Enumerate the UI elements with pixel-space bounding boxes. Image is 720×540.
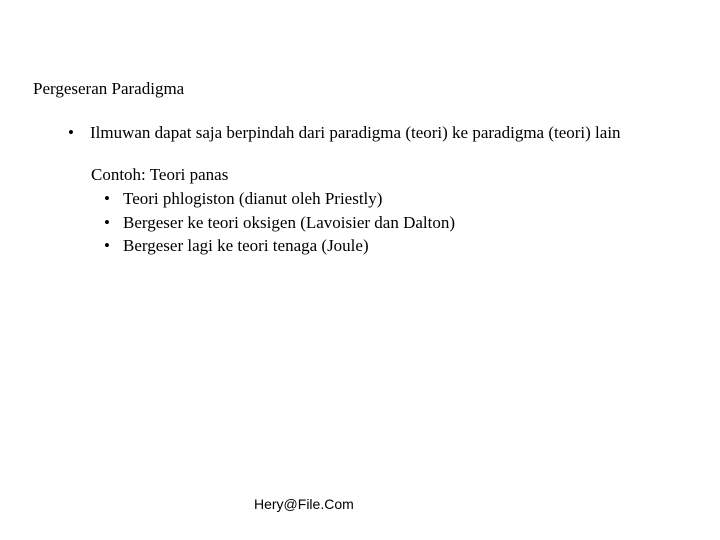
- sub-bullet-text: Teori phlogiston (dianut oleh Priestly): [123, 189, 383, 208]
- bullet-icon: •: [68, 123, 74, 142]
- bullet-icon: •: [104, 189, 110, 208]
- sub-bullet-item: [104, 211, 455, 235]
- sub-bullet-item: [104, 187, 455, 211]
- sub-bullet-item: [104, 234, 455, 258]
- sub-bullet-text: Bergeser ke teori oksigen (Lavoisier dan Dalton): [123, 212, 456, 232]
- bullet-icon: •: [104, 236, 110, 255]
- main-bullet-text: Ilmuwan dapat saja berpindah dari paradigma (teori) ke paradigma (teori) lain: [90, 123, 621, 142]
- main-bullet-item: [68, 123, 621, 143]
- sub-bullet-text: Bergeser lagi ke teori tenaga (Joule): [123, 236, 369, 255]
- example-label: Contoh: Teori panas: [91, 165, 229, 184]
- footer-text: Hery@File.Com: [254, 496, 354, 512]
- slide-title: Pergeseran Paradigma: [33, 79, 185, 98]
- sub-bullet-list: [104, 187, 455, 258]
- bullet-icon: •: [104, 212, 110, 232]
